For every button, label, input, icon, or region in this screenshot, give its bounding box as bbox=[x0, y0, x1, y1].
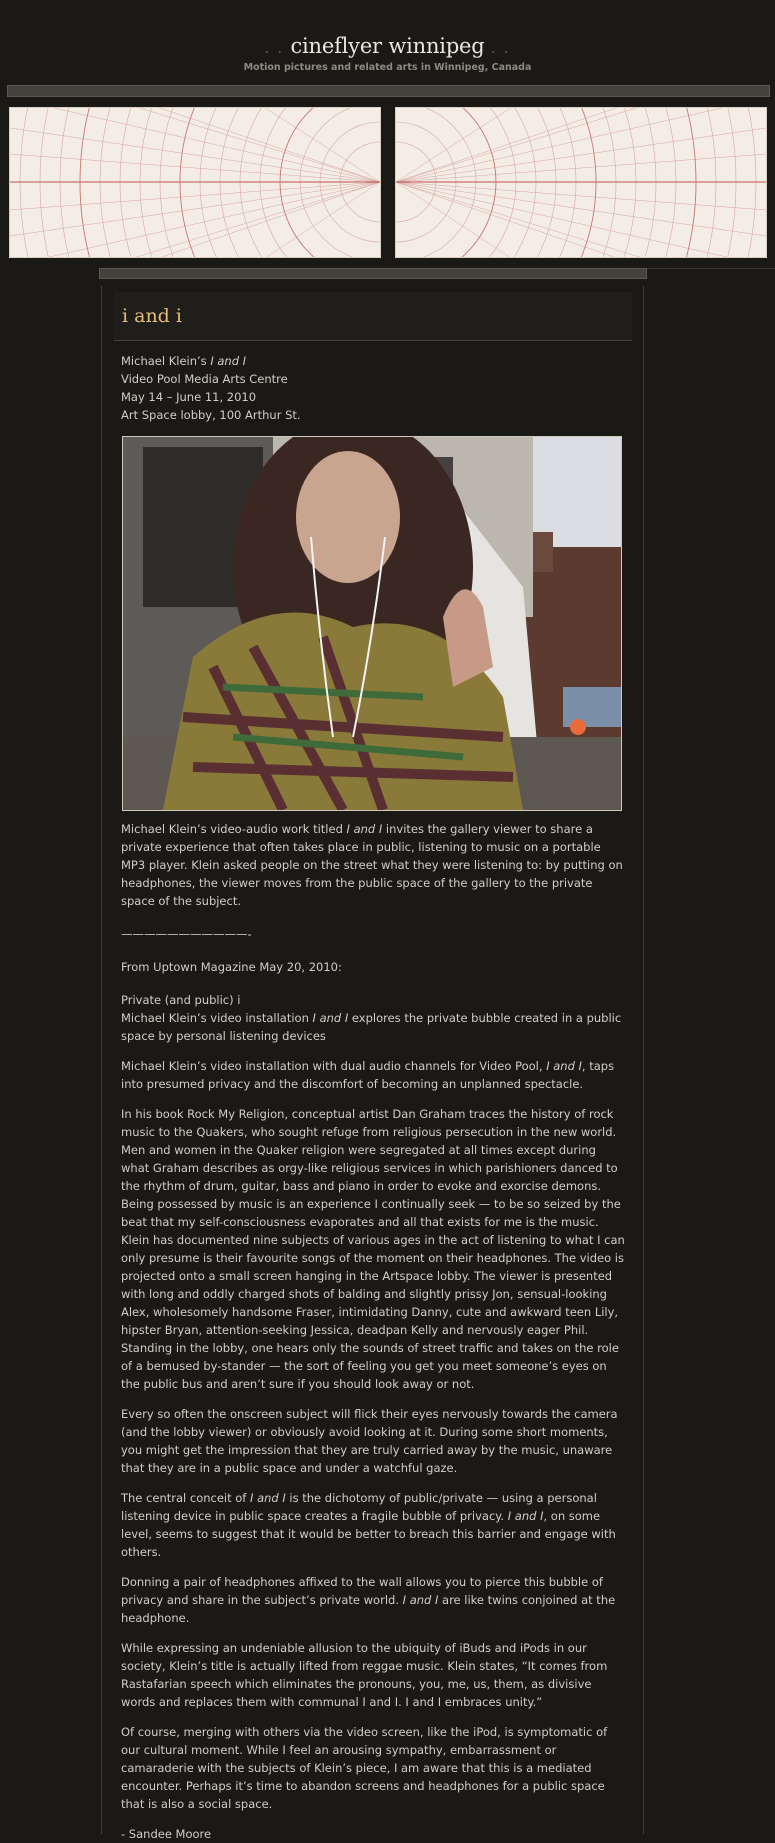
intro-work-title: I and I bbox=[346, 822, 383, 836]
p5-text-b: is the dichotomy of public/private — using a personal listening device in public space creates a fragile bubble of privacy. bbox=[121, 1491, 597, 1523]
article-subhead bbox=[121, 1009, 626, 1045]
post-title-box bbox=[114, 292, 632, 341]
p5-text-a: The central conceit of bbox=[121, 1491, 251, 1505]
title-dots-right: . . bbox=[491, 41, 511, 57]
post-meta bbox=[121, 352, 301, 424]
p6-text-b: are like twins conjoined at the headphone. bbox=[121, 1593, 616, 1625]
polar-grid-right bbox=[396, 108, 766, 257]
content-top-bar bbox=[99, 268, 647, 279]
p5-work-title-2: I and I bbox=[507, 1509, 544, 1523]
photo-woman-with-earbuds bbox=[123, 437, 621, 810]
p6-text-a: Donning a pair of headphones affixed to the wall allows you to pierce this bubble of privacy and share in the subject’s private world. bbox=[121, 1575, 603, 1607]
source-line: From Uptown Magazine May 20, 2010: bbox=[121, 960, 342, 974]
subhead-text-b: explores the private bubble created in a public space by personal listening devices bbox=[121, 1011, 622, 1043]
post-content bbox=[101, 286, 644, 1841]
post-photo[interactable] bbox=[122, 436, 622, 811]
site-title[interactable] bbox=[0, 34, 775, 58]
post-title[interactable]: i and i bbox=[122, 305, 182, 327]
meta-venue: Video Pool Media Arts Centre bbox=[121, 372, 288, 386]
title-dots-left: . . bbox=[264, 41, 284, 57]
site-tagline: Motion pictures and related arts in Winnipeg, Canada bbox=[243, 62, 532, 73]
post-body bbox=[121, 820, 626, 1843]
banner-right bbox=[395, 107, 767, 258]
paragraph-8: Of course, merging with others via the video screen, like the iPod, is symptomatic of our cultural moment. While I feel an arousing sympathy, embarrassment or camaraderie with the subjects of Klein’s piece, I am aware that this is a mediated encounter. Perhaps it’s time to abandon screens and headphones for a public space that is also a social space. bbox=[121, 1725, 608, 1811]
subhead-work-title: I and I bbox=[312, 1011, 349, 1025]
paragraph-2: In his book Rock My Religion, conceptual artist Dan Graham traces the history of rock music to the Quakers, who sought refuge from religious persecution in the new world. Men and women in the Quaker religion were segregated at all times except during what Graham describes as orgy-like religious services in which parishioners danced to the rhythm of drum, guitar, bass and piano in order to evoke and exorcise demons. Being possessed by music is an experience I continually seek — to be so seized by the beat that my self-consciousness evaporates and all that exists for me is the music. bbox=[121, 1107, 621, 1229]
top-nav-bar bbox=[7, 85, 770, 97]
paragraph-6 bbox=[121, 1573, 626, 1627]
intro-text-a: Michael Klein’s video-audio work titled bbox=[121, 822, 347, 836]
meta-work-title: I and I bbox=[210, 354, 247, 368]
p5-text-c: , on some level, seems to suggest that it would be better to breach this barrier and engage with others. bbox=[121, 1509, 616, 1559]
polar-grid-left bbox=[10, 108, 380, 257]
p1-text-b: , taps into presumed privacy and the discomfort of becoming an unplanned spectacle. bbox=[121, 1059, 615, 1091]
banner-left bbox=[9, 107, 381, 258]
intro-paragraph bbox=[121, 820, 626, 910]
site-title-text[interactable]: cineflyer winnipeg bbox=[290, 34, 485, 58]
site-header bbox=[0, 0, 775, 86]
intro-text-b: invites the gallery viewer to share a private experience that often takes place in public, listening to music on a portable MP3 player. Klein asked people on the street what they were listening to: by putting on headphones, the viewer moves from the public space of the gallery to the private space of the subject. bbox=[121, 822, 623, 908]
separator: ———————————- bbox=[121, 927, 252, 941]
meta-location: Art Space lobby, 100 Arthur St. bbox=[121, 408, 301, 422]
right-edge-line bbox=[647, 268, 775, 269]
paragraph-1 bbox=[121, 1057, 626, 1093]
paragraph-7: While expressing an undeniable allusion to the ubiquity of iBuds and iPods in our society, Klein’s title is actually lifted from reggae music. Klein states, “It comes from Rastafarian speech which eliminates the pronouns, you, me, us, them, as divisive words and replaces them with communal I and I. I and I embraces unity.” bbox=[121, 1641, 608, 1709]
post-signature: - Sandee Moore bbox=[121, 1827, 212, 1841]
meta-line-artist bbox=[121, 352, 301, 370]
paragraph-3: Klein has documented nine subjects of various ages in the act of listening to what I can only presume is their favourite songs of the moment on their headphones. The video is projected onto a small screen hanging in the Artspace lobby. The viewer is presented with long and oddly charged shots of balding and slightly prissy Jon, sensual-looking Alex, wholesomely handsome Fraser, intimidating Danny, cute and awkward teen Lily, hipster Bryan, attention-seeking Jessica, deadpan Kelly and nervously eager Phil. Standing in the lobby, one hears only the sounds of street traffic and takes on the role of a bemused by-stander — the sort of feeling you get you meet someone’s eyes on the public bus and aren’t sure if you should look away or not. bbox=[121, 1233, 625, 1391]
p6-work-title: I and I bbox=[402, 1593, 439, 1607]
p1-text-a: Michael Klein’s video installation with dual audio channels for Video Pool, bbox=[121, 1059, 547, 1073]
subhead-text-a: Michael Klein’s video installation bbox=[121, 1011, 313, 1025]
paragraph-4: Every so often the onscreen subject will flick their eyes nervously towards the camera (and the lobby viewer) or obviously avoid looking at it. During some short moments, you might get the impression that they are truly carried away by the music, unaware that they are in a public space and under a watchful gaze. bbox=[121, 1407, 618, 1475]
article-heading: Private (and public) i bbox=[121, 993, 241, 1007]
meta-dates: May 14 – June 11, 2010 bbox=[121, 390, 257, 404]
paragraph-5 bbox=[121, 1489, 626, 1561]
p5-work-title: I and I bbox=[250, 1491, 286, 1505]
p1-work-title: I and I bbox=[546, 1059, 582, 1073]
meta-artist: Michael Klein’s bbox=[121, 354, 211, 368]
